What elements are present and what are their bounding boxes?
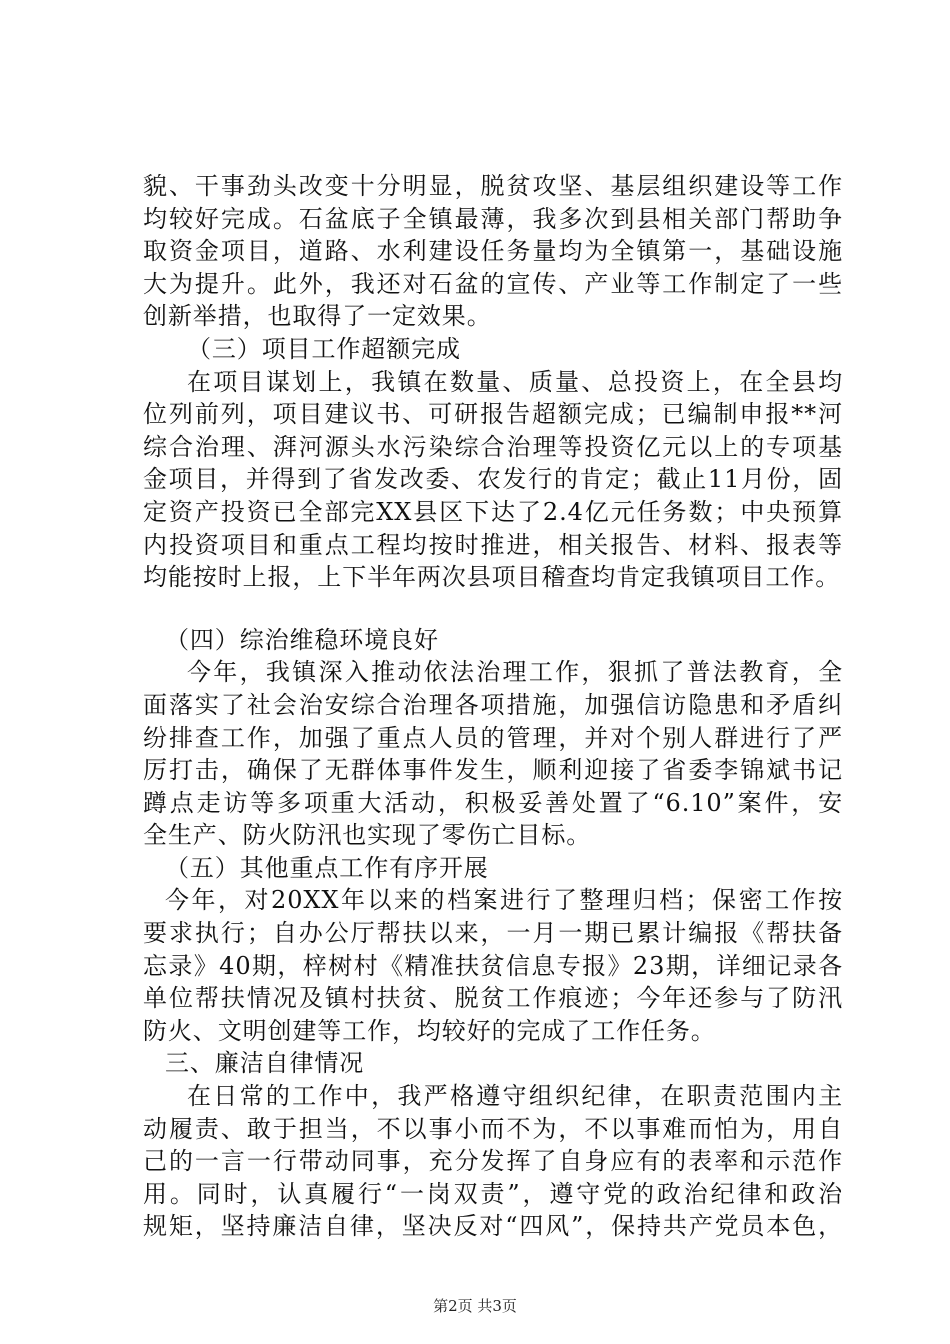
text-line: 蹲点走访等多项重大活动，积极妥善处置了“6.10”案件，安 — [143, 788, 843, 817]
text-line: 金项目，并得到了省发改委、农发行的肯定；截止11月份，固 — [143, 465, 843, 494]
text-line: 全生产、防火防汛也实现了零伤亡目标。 — [143, 821, 592, 850]
section-heading: （四）综治维稳环境良好 — [165, 625, 439, 654]
text-line: 创新举措，也取得了一定效果。 — [143, 302, 492, 331]
text-line: 今年，我镇深入推动依法治理工作，狠抓了普法教育，全 — [187, 658, 843, 687]
text-line: 忘录》40期，梓树村《精准扶贫信息专报》23期，详细记录各 — [143, 951, 843, 980]
section-heading: （三）项目工作超额完成 — [187, 334, 461, 363]
text-line: 防火、文明创建等工作，均较好的完成了工作任务。 — [143, 1016, 716, 1045]
text-line: 定资产投资已全部完XX县区下达了2.4亿元任务数；中央预算 — [143, 497, 843, 526]
text-line: 单位帮扶情况及镇村扶贫、脱贫工作痕迹；今年还参与了防汛 — [143, 984, 843, 1013]
text-line: 今年，对20XX年以来的档案进行了整理归档；保密工作按 — [165, 886, 843, 915]
text-line: 要求执行；自办公厅帮扶以来，一月一期已累计编报《帮扶备 — [143, 919, 843, 948]
text-line: 综合治理、湃河源头水污染综合治理等投资亿元以上的专项基 — [143, 432, 843, 461]
text-line: 在项目谋划上，我镇在数量、质量、总投资上，在全县均 — [187, 367, 843, 396]
text-line: 貌、干事劲头改变十分明显，脱贫攻坚、基层组织建设等工作 — [143, 172, 843, 200]
paragraph-gap — [143, 594, 843, 624]
body-text — [143, 170, 843, 1243]
text-line: 均能按时上报，上下半年两次县项目稽查均肯定我镇项目工作。 — [143, 563, 841, 592]
text-line: 大为提升。此外，我还对石盆的宣传、产业等工作制定了一些 — [143, 269, 843, 298]
text-line: 均较好完成。石盆底子全镇最薄，我多次到县相关部门帮助争 — [143, 204, 843, 233]
text-line: 纷排查工作，加强了重点人员的管理，并对个别人群进行了严 — [143, 723, 843, 752]
text-line: 面落实了社会治安综合治理各项措施，加强信访隐患和矛盾纠 — [143, 690, 843, 719]
text-line: 位列前列，项目建议书、可研报告超额完成；已编制申报**河 — [143, 400, 843, 429]
page-number: 第2页 共3页 — [433, 1297, 517, 1315]
text-line: 规矩，坚持廉洁自律，坚决反对“四风”，保持共产党员本色， — [143, 1212, 843, 1241]
text-line: 动履责、敢于担当，不以事小而不为，不以事难而怕为，用自 — [143, 1114, 843, 1143]
text-line: 己的一言一行带动同事，充分发挥了自身应有的表率和示范作 — [143, 1147, 843, 1176]
section-heading: 三、廉洁自律情况 — [165, 1049, 365, 1078]
text-line: 用。同时，认真履行“一岗双责”，遵守党的政治纪律和政治 — [143, 1179, 843, 1208]
text-line: 在日常的工作中，我严格遵守组织纪律，在职责范围内主 — [187, 1082, 843, 1111]
text-line: 内投资项目和重点工程均按时推进，相关报告、材料、报表等 — [143, 530, 843, 559]
text-line: 厉打击，确保了无群体事件发生，顺利迎接了省委李锦斌书记 — [143, 756, 843, 785]
section-heading: （五）其他重点工作有序开展 — [165, 853, 489, 882]
text-line: 取资金项目，道路、水利建设任务量均为全镇第一，基础设施 — [143, 237, 843, 266]
